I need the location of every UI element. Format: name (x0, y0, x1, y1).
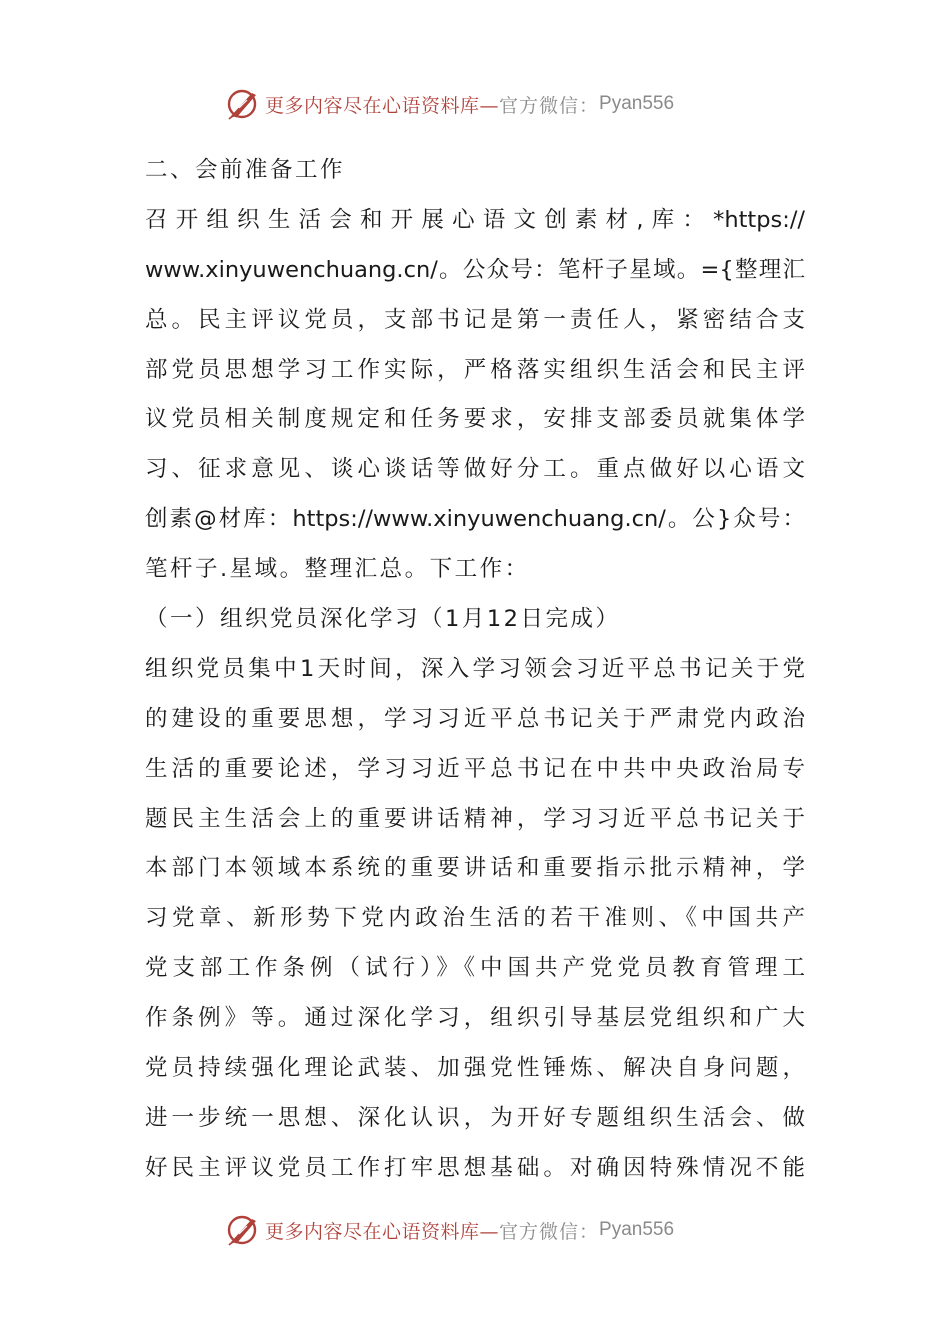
quill-pen-logo-icon (225, 1212, 261, 1248)
text-line: 党支部工作条例（试行）》《中国共产党党员教育管理工 (145, 955, 805, 982)
text-line: 创素@材库：https://www.xinyuwenchuang.cn/。公}众号： (145, 506, 805, 533)
banner-official-label: 官方微信： (499, 94, 600, 117)
text-line: 笔杆子.星域。整理汇总。下工作： (145, 556, 530, 583)
banner-official-label: 官方微信： (499, 1220, 600, 1243)
banner-brand-text: 更多内容尽在心语资料库— (265, 94, 500, 117)
text-line: 组织党员集中1天时间，深入学习领会习近平总书记关于党 (145, 655, 805, 682)
subsection-heading: （一）组织党员深化学习（1月12日完成） (145, 606, 621, 633)
text-line: 本部门本领域本系统的重要讲话和重要指示批示精神，学 (145, 855, 805, 882)
text-line: 生活的重要论述，学习习近平总书记在中共中央政治局专 (145, 755, 805, 782)
text-line: 召开组织生活会和开展心语文创素材,库：*https:// (145, 206, 805, 233)
quill-pen-logo-icon (225, 86, 261, 122)
banner-wechat-id: Pyan556 (599, 93, 675, 114)
text-line: 总。民主评议党员，支部书记是第一责任人，紧密结合支 (145, 306, 805, 333)
text-line: www.xinyuwenchuang.cn/。公众号：笔杆子星域。={整理汇 (145, 256, 805, 283)
text-line: 进一步统一思想、深化认识，为开好专题组织生活会、做 (145, 1104, 805, 1131)
text-line: 好民主评议党员工作打牢思想基础。对确因特殊情况不能 (145, 1154, 805, 1181)
text-line: 部党员思想学习工作实际，严格落实组织生活会和民主评 (145, 356, 805, 383)
footer-banner (225, 1210, 674, 1250)
text-line: 作条例》等。通过深化学习，组织引导基层党组织和广大 (145, 1005, 805, 1032)
text-line: 习党章、新形势下党内政治生活的若干准则、《中国共产 (145, 905, 805, 932)
text-line: 题民主生活会上的重要讲话精神，学习习近平总书记关于 (145, 805, 805, 832)
text-line: 的建设的重要思想，学习习近平总书记关于严肃党内政治 (145, 705, 805, 732)
text-line: 议党员相关制度规定和任务要求，安排支部委员就集体学 (145, 406, 805, 433)
document-body (145, 146, 805, 1194)
text-line: 习、征求意见、谈心谈话等做好分工。重点做好以心语文 (145, 456, 805, 483)
header-banner (225, 84, 674, 124)
section-heading: 二、会前准备工作 (145, 157, 346, 183)
banner-wechat-id: Pyan556 (599, 1219, 675, 1240)
banner-brand-text: 更多内容尽在心语资料库— (265, 1220, 500, 1243)
text-line: 党员持续强化理论武装、加强党性锤炼、解决自身问题， (145, 1055, 805, 1082)
